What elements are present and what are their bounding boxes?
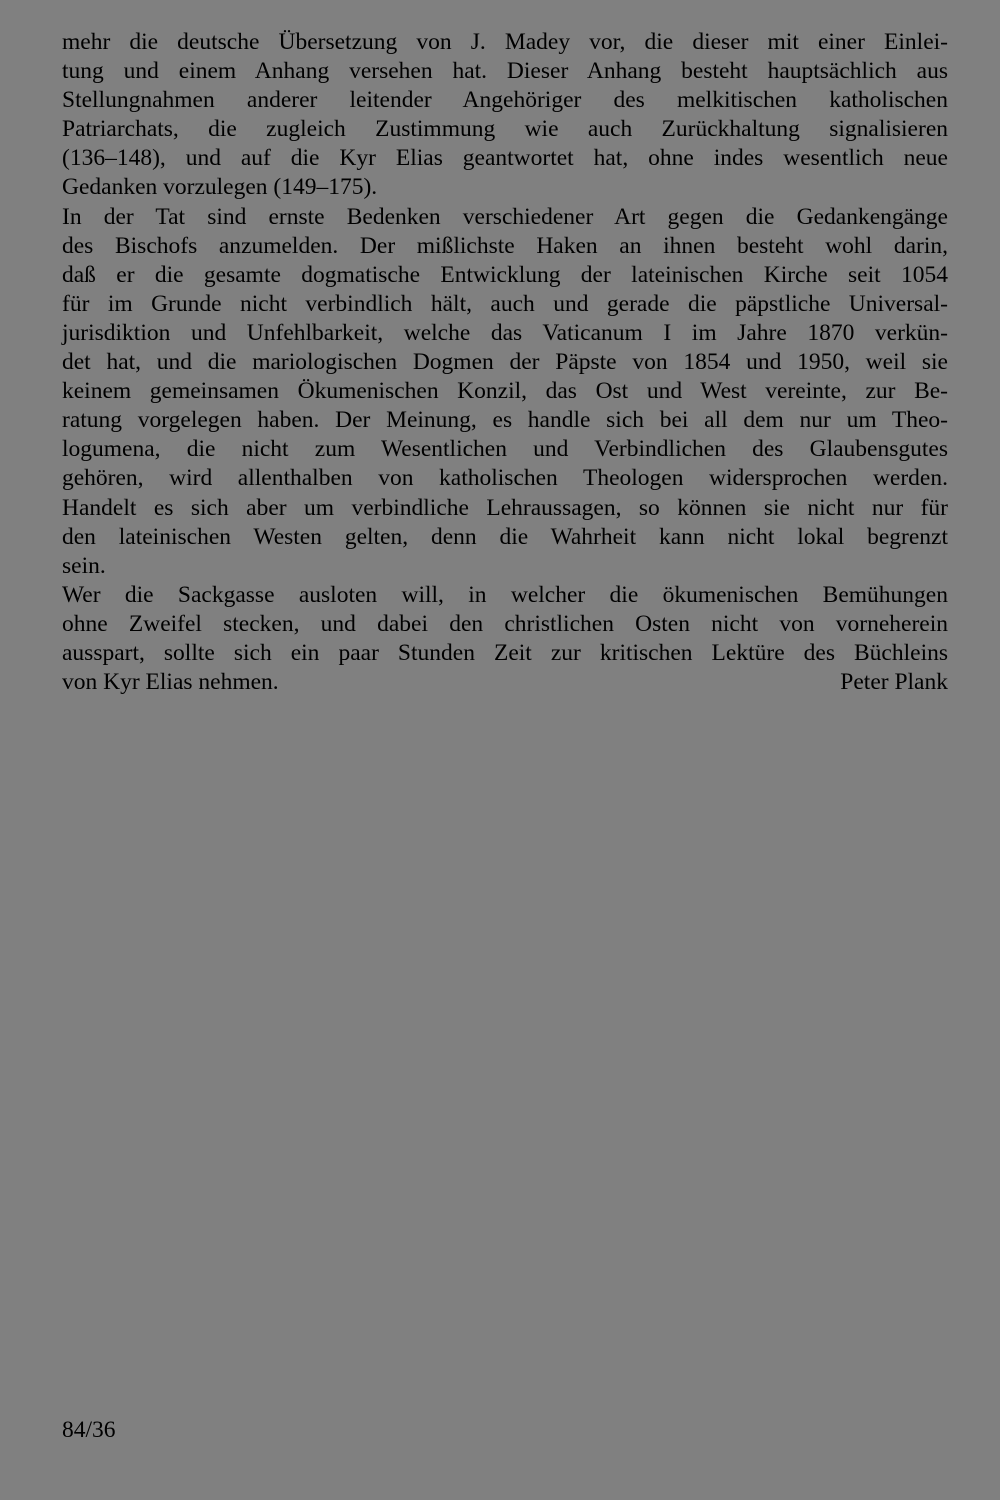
text-line: ohne Zweifel stecken, und dabei den christlichen Osten nicht von vorneherein [62,610,948,637]
text-line: logumena, die nicht zum Wesentlichen und Verbindlichen des Glaubensgutes [62,436,948,463]
text-line: Wer die Sackgasse ausloten will, in welcher die ökumenischen Bemühungen [62,581,948,608]
text-line: keinem gemeinsamen Ökumenischen Konzil, das Ost und West vereinte, zur Be- [62,378,948,405]
text-line: Stellungnahmen anderer leitender Angehöriger des melkitischen katholischen [62,87,948,114]
text-line: ausspart, sollte sich ein paar Stunden Zeit zur kritischen Lektüre des Büchleins [62,639,948,666]
author-name: Peter Plank [840,669,948,696]
text-line: det hat, und die mariologischen Dogmen der Päpste von 1854 und 1950, weil sie [62,349,948,376]
text-line: Gedanken vorzulegen (149–175). [62,174,378,201]
closing-text: von Kyr Elias nehmen. [62,669,279,696]
text-line: sein. [62,552,106,579]
paragraph-2 [62,203,948,581]
text-line: tung und einem Anhang versehen hat. Dieser Anhang besteht hauptsächlich aus [62,58,948,85]
text-line: Handelt es sich aber um verbindliche Lehraussagen, so können sie nicht nur für [62,494,948,521]
text-line: den lateinischen Westen gelten, denn die Wahrheit kann nicht lokal begrenzt [62,523,948,550]
text-line: für im Grunde nicht verbindlich hält, auch und gerade die päpstliche Universal- [62,290,948,317]
text-line: daß er die gesamte dogmatische Entwicklung der lateinischen Kirche seit 1054 [62,261,948,288]
text-line: (136–148), und auf die Kyr Elias geantwortet hat, ohne indes wesentlich neue [62,145,948,172]
text-line: In der Tat sind ernste Bedenken verschiedener Art gegen die Gedankengänge [62,203,948,230]
text-line: des Bischofs anzumelden. Der mißlichste Haken an ihnen besteht wohl darin, [62,232,948,259]
text-line: mehr die deutsche Übersetzung von J. Madey vor, die dieser mit einer Einlei- [62,29,948,55]
closing-line [62,668,948,697]
page-number: 84/36 [62,1417,116,1443]
text-line: jurisdiktion und Unfehlbarkeit, welche das Vaticanum I im Jahre 1870 verkün- [62,319,948,346]
text-line: gehören, wird allenthalben von katholischen Theologen widersprochen werden. [62,465,948,492]
paragraph-3 [62,581,948,697]
body-text [62,28,948,697]
text-line: ratung vorgelegen haben. Der Meinung, es handle sich bei all dem nur um Theo- [62,407,948,434]
text-line: Patriarchats, die zugleich Zustimmung wie auch Zurückhaltung signalisieren [62,116,948,143]
paragraph-1 [62,28,948,203]
